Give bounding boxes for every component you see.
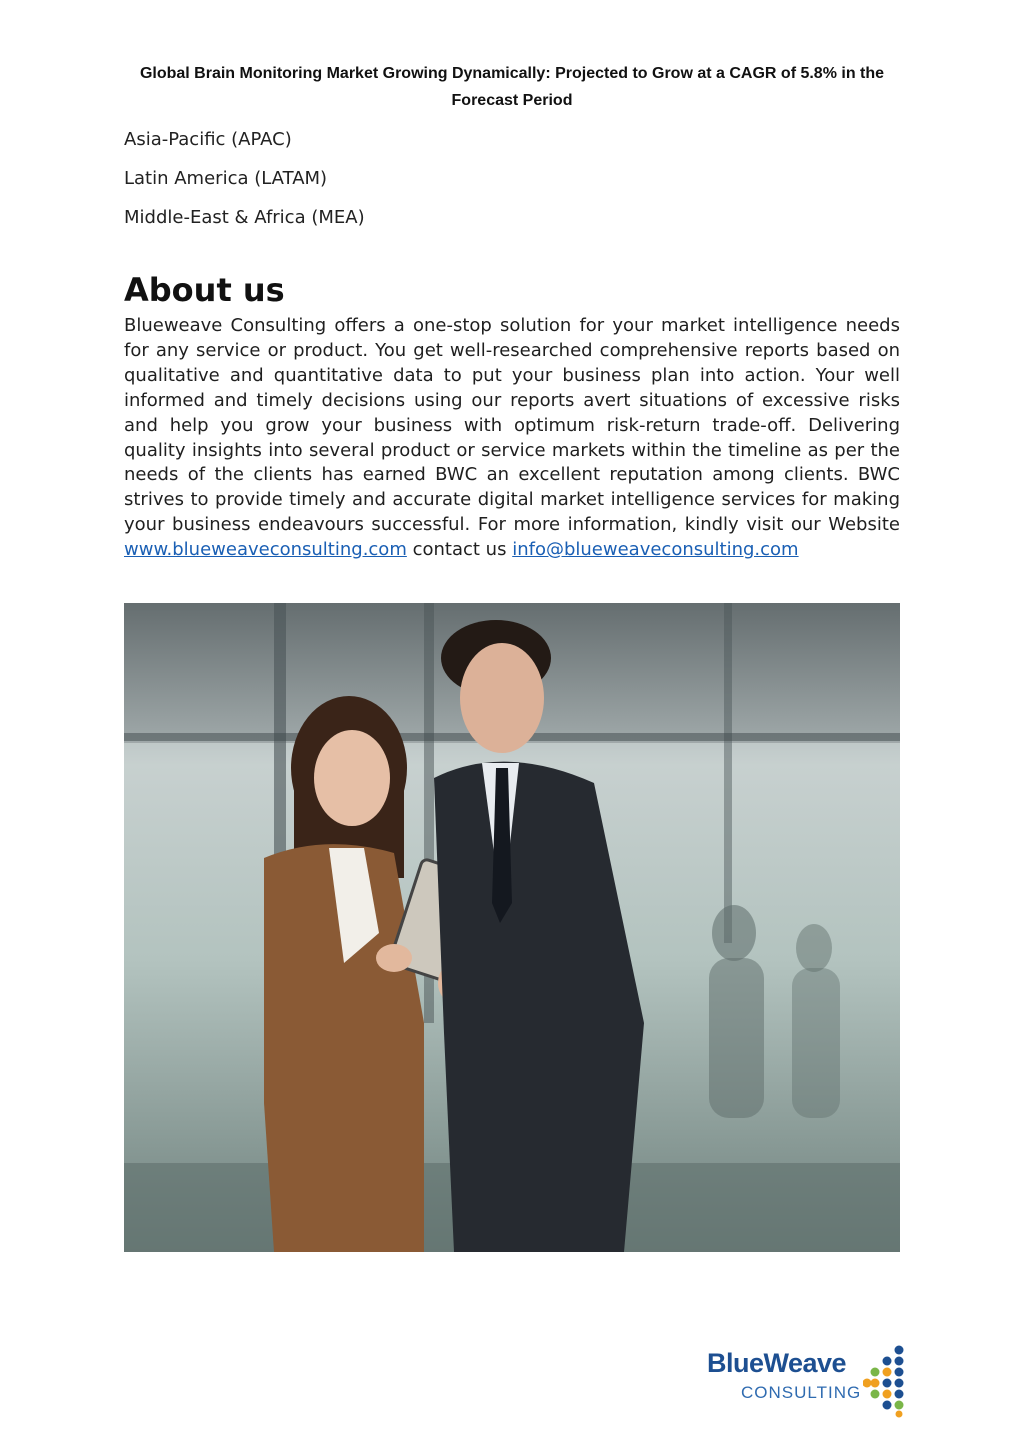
- photo-illustration: [124, 603, 900, 1252]
- about-body-text: Blueweave Consulting offers a one-stop solution for your market intelligence needs for any service or product. You get well-researched comprehensive reports based on qualitative and quantitative data to put your business plan into action. Your well informed and timely decisions using our reports avert situations of excessive risks and help you grow your business with optimum risk-return trade-off. Delivering quality insights into several product or service markets within the timeline as per the needs of the clients has earned BWC an excellent reputation among clients. BWC strives to provide timely and accurate digital market intelligence services for making your business endeavours successful. For more information, kindly visit our Website: [124, 315, 900, 536]
- contact-text: contact us: [412, 539, 507, 561]
- region-item-latam: Latin America (LATAM): [124, 168, 328, 189]
- logo-subtitle: CONSULTING: [741, 1383, 862, 1402]
- website-link[interactable]: www.blueweaveconsulting.com: [124, 539, 407, 561]
- region-item-apac: Asia-Pacific (APAC): [124, 129, 292, 150]
- logo-wordmark: BlueWeave: [707, 1348, 847, 1378]
- about-heading: About us: [124, 271, 285, 309]
- region-item-mea: Middle-East & Africa (MEA): [124, 207, 365, 228]
- logo-dots-icon: [863, 1344, 905, 1418]
- about-paragraph: [124, 314, 900, 563]
- business-people-photo: [124, 603, 900, 1252]
- email-link[interactable]: info@blueweaveconsulting.com: [512, 539, 799, 561]
- blueweave-logo: [707, 1340, 907, 1418]
- region-list: [124, 120, 365, 237]
- document-title: Global Brain Monitoring Market Growing Dynamically: Projected to Grow at a CAGR of 5.8% in the Forecast Period: [139, 65, 885, 109]
